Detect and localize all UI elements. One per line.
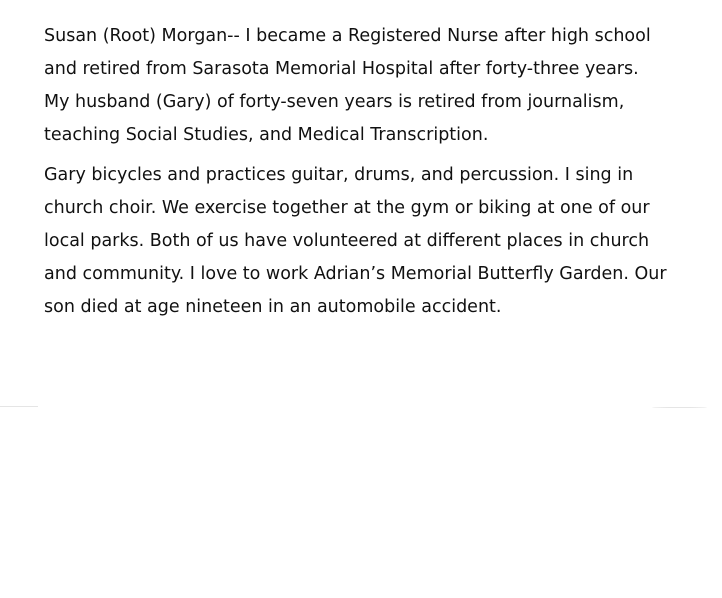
text-line: local parks. Both of us have volunteered at different places in church xyxy=(44,231,650,251)
text-line: son died at age nineteen in an automobile accident. xyxy=(44,297,502,317)
paragraph-biography-intro xyxy=(44,20,714,152)
text-line: teaching Social Studies, and Medical Transcription. xyxy=(44,125,489,145)
paragraph-family-activities xyxy=(44,159,714,324)
text-line: Susan (Root) Morgan-- I became a Registered Nurse after high school xyxy=(44,26,651,46)
text-line: My husband (Gary) of forty-seven years is retired from journalism, xyxy=(44,92,625,112)
text-line: and retired from Sarasota Memorial Hospital after forty-three years. xyxy=(44,59,639,79)
scan-mark xyxy=(0,406,38,407)
text-line: and community. I love to work Adrian’s Memorial Butterfly Garden. Our xyxy=(44,264,667,284)
scan-mark xyxy=(652,407,707,408)
text-line: Gary bicycles and practices guitar, drums, and percussion. I sing in xyxy=(44,165,634,185)
text-line: church choir. We exercise together at the gym or biking at one of our xyxy=(44,198,650,218)
